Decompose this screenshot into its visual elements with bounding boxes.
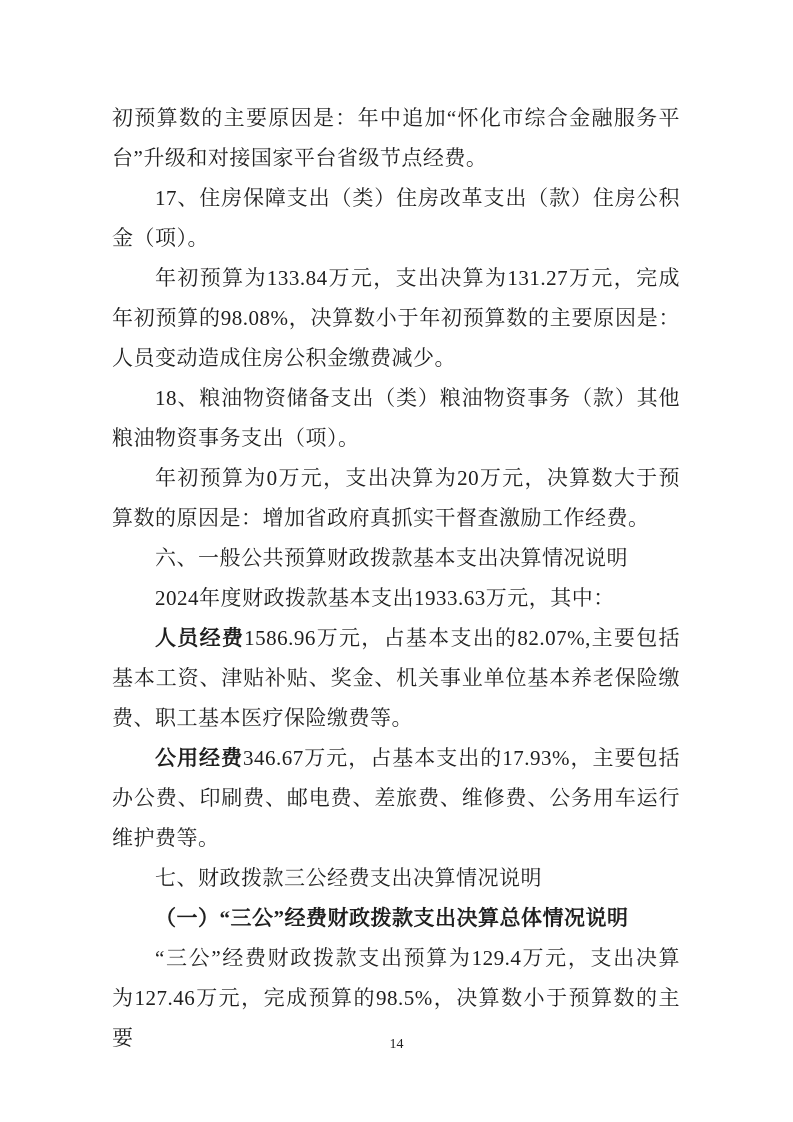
text-line: 为127.46万元，完成预算的98.5%，决算数小于预算数的主要 <box>112 986 680 1050</box>
text-line: 基本工资、津贴补贴、奖金、机关事业单位基本养老保险缴 <box>112 666 680 690</box>
text-line: 18、粮油物资储备支出（类）粮油物资事务（款）其他 <box>155 386 680 410</box>
text-line: 金（项）。 <box>112 226 209 250</box>
text-line: 年初预算为0万元，支出决算为20万元，决算数大于预 <box>155 466 680 490</box>
text-line: 17、住房保障支出（类）住房改革支出（款）住房公积 <box>155 186 680 210</box>
text-line: 维护费等。 <box>112 826 220 850</box>
text-line: 2024年度财政拨款基本支出1933.63万元，其中： <box>155 586 615 610</box>
para-continuation <box>112 98 680 178</box>
para-public-funds <box>112 738 680 858</box>
bold-lead-text: 公用经费 <box>155 746 243 770</box>
text-line: 费、职工基本医疗保险缴费等。 <box>112 706 413 730</box>
text-line: 台”升级和对接国家平台省级节点经费。 <box>112 146 488 170</box>
text-line <box>112 618 680 658</box>
text-line: 粮油物资事务支出（项）。 <box>112 426 360 450</box>
text-line: 年初预算为133.84万元，支出决算为131.27万元，完成 <box>155 266 680 290</box>
page-footer <box>0 1035 793 1055</box>
text-line: 人员变动造成住房公积金缴费减少。 <box>112 346 456 370</box>
page-number: 14 <box>389 1037 404 1052</box>
text-line: 六、一般公共预算财政拨款基本支出决算情况说明 <box>155 546 628 570</box>
text-line: 七、财政拨款三公经费支出决算情况说明 <box>155 866 542 890</box>
bold-lead-text: 人员经费 <box>155 626 245 650</box>
text-line: 年初预算的98.08%，决算数小于年初预算数的主要原因是： <box>112 306 680 330</box>
text-line: 算数的原因是：增加省政府真抓实干督查激励工作经费。 <box>112 506 650 530</box>
text-line: 初预算数的主要原因是：年中追加“怀化市综合金融服务平 <box>112 106 680 130</box>
para-item-18 <box>112 378 680 458</box>
para-item-17-detail <box>112 258 680 378</box>
line-text: 1586.96万元，占基本支出的82.07%,主要包括 <box>244 626 680 650</box>
para-section-7-heading <box>112 858 680 898</box>
text-line <box>112 738 680 778</box>
para-subsection-1-heading <box>112 898 680 938</box>
para-personnel-funds <box>112 618 680 738</box>
para-item-18-detail <box>112 458 680 538</box>
para-basic-expenditure-total <box>112 578 680 618</box>
para-item-17 <box>112 178 680 258</box>
text-line: “三公”经费财政拨款支出预算为129.4万元，支出决算 <box>155 946 680 970</box>
text-line: （一）“三公”经费财政拨款支出决算总体情况说明 <box>155 906 629 930</box>
line-text: 346.67万元，占基本支出的17.93%，主要包括 <box>243 746 680 770</box>
para-section-6-heading <box>112 538 680 578</box>
text-line: 办公费、印刷费、邮电费、差旅费、维修费、公务用车运行 <box>112 786 680 810</box>
